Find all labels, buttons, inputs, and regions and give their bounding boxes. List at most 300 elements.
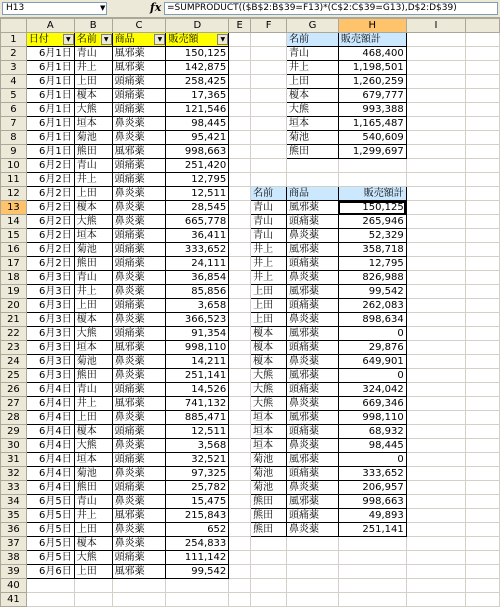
cell-f11[interactable]: [251, 173, 287, 187]
cell-a22[interactable]: 6月3日: [26, 327, 74, 341]
cell-d1[interactable]: 販売額 ▼: [166, 33, 229, 47]
cell-d22[interactable]: 91,354: [166, 327, 229, 341]
cell-g20[interactable]: 頭痛薬: [287, 299, 339, 313]
cell-h18[interactable]: 826,988: [338, 271, 406, 285]
cell-d40[interactable]: [166, 579, 229, 593]
row-header[interactable]: 1: [1, 33, 27, 47]
row-header[interactable]: 37: [1, 537, 27, 551]
cell-g40[interactable]: [287, 579, 339, 593]
cell-d24[interactable]: 14,211: [166, 355, 229, 369]
cell-h34[interactable]: 998,663: [338, 495, 406, 509]
row-header[interactable]: 20: [1, 299, 27, 313]
cell-c32[interactable]: 鼻炎薬: [112, 467, 166, 481]
cell-c37[interactable]: 鼻炎薬: [112, 537, 166, 551]
row-header[interactable]: 39: [1, 565, 27, 579]
cell-f40[interactable]: [251, 579, 287, 593]
cell-b39[interactable]: 上田: [74, 565, 112, 579]
cell-f17[interactable]: 井上: [251, 257, 287, 271]
row-header[interactable]: 17: [1, 257, 27, 271]
cell-h15[interactable]: 52,329: [338, 229, 406, 243]
cell-i36[interactable]: [406, 523, 465, 537]
cell-d18[interactable]: 36,854: [166, 271, 229, 285]
cell-d4[interactable]: 258,425: [166, 75, 229, 89]
cell-c6[interactable]: 頭痛薬: [112, 103, 166, 117]
cell-a35[interactable]: 6月5日: [26, 509, 74, 523]
cell-c28[interactable]: 鼻炎薬: [112, 411, 166, 425]
cell-h11[interactable]: [338, 173, 406, 187]
cell-e22[interactable]: [229, 327, 251, 341]
cell-h13[interactable]: 150,125: [338, 201, 406, 215]
cell-c21[interactable]: 鼻炎薬: [112, 313, 166, 327]
cell-f15[interactable]: 青山: [251, 229, 287, 243]
function-icon[interactable]: fx: [150, 1, 162, 14]
cell-h14[interactable]: 265,946: [338, 215, 406, 229]
row-header[interactable]: 11: [1, 173, 27, 187]
cell-i7[interactable]: [406, 117, 465, 131]
cell-c5[interactable]: 頭痛薬: [112, 89, 166, 103]
cell-e37[interactable]: [229, 537, 251, 551]
cell-h40[interactable]: [338, 579, 406, 593]
cell-i31[interactable]: [406, 453, 465, 467]
cell-g15[interactable]: 鼻炎薬: [287, 229, 339, 243]
cell-g28[interactable]: 風邪薬: [287, 411, 339, 425]
cell-f7[interactable]: [251, 117, 287, 131]
cell-h33[interactable]: 206,957: [338, 481, 406, 495]
row-header[interactable]: 5: [1, 89, 27, 103]
cell-c19[interactable]: 鼻炎薬: [112, 285, 166, 299]
cell-i22[interactable]: [406, 327, 465, 341]
cell-d19[interactable]: 85,856: [166, 285, 229, 299]
cell-b7[interactable]: 垣本: [74, 117, 112, 131]
cell-d41[interactable]: [166, 593, 229, 607]
row-header[interactable]: 24: [1, 355, 27, 369]
column-header-i[interactable]: I: [406, 19, 465, 33]
cell-f32[interactable]: 菊池: [251, 467, 287, 481]
cell-b34[interactable]: 青山: [74, 495, 112, 509]
column-header-e[interactable]: E: [229, 19, 251, 33]
cell-a20[interactable]: 6月3日: [26, 299, 74, 313]
cell-g14[interactable]: 頭痛薬: [287, 215, 339, 229]
cell-h19[interactable]: 99,542: [338, 285, 406, 299]
row-header[interactable]: 7: [1, 117, 27, 131]
cell-h32[interactable]: 333,652: [338, 467, 406, 481]
cell-f13[interactable]: 青山: [251, 201, 287, 215]
row-header[interactable]: 23: [1, 341, 27, 355]
cell-g23[interactable]: 頭痛薬: [287, 341, 339, 355]
cell-f18[interactable]: 井上: [251, 271, 287, 285]
cell-g5[interactable]: 榎本: [287, 89, 339, 103]
cell-d32[interactable]: 97,325: [166, 467, 229, 481]
cell-h26[interactable]: 324,042: [338, 383, 406, 397]
cell-d9[interactable]: 998,663: [166, 145, 229, 159]
cell-c27[interactable]: 風邪薬: [112, 397, 166, 411]
cell-g25[interactable]: 風邪薬: [287, 369, 339, 383]
cell-g7[interactable]: 垣本: [287, 117, 339, 131]
cell-a30[interactable]: 6月4日: [26, 439, 74, 453]
cell-g38[interactable]: [287, 551, 339, 565]
cell-i15[interactable]: [406, 229, 465, 243]
cell-b32[interactable]: 菊池: [74, 467, 112, 481]
cell-a7[interactable]: 6月1日: [26, 117, 74, 131]
cell-g41[interactable]: [287, 593, 339, 607]
cell-a24[interactable]: 6月3日: [26, 355, 74, 369]
cell-h29[interactable]: 68,932: [338, 425, 406, 439]
cell-a40[interactable]: [26, 579, 74, 593]
cell-i11[interactable]: [406, 173, 465, 187]
cell-e24[interactable]: [229, 355, 251, 369]
cell-g26[interactable]: 頭痛薬: [287, 383, 339, 397]
cell-a19[interactable]: 6月3日: [26, 285, 74, 299]
cell-a3[interactable]: 6月1日: [26, 61, 74, 75]
cell-g32[interactable]: 頭痛薬: [287, 467, 339, 481]
cell-c16[interactable]: 頭痛薬: [112, 243, 166, 257]
cell-g30[interactable]: 鼻炎薬: [287, 439, 339, 453]
cell-i26[interactable]: [406, 383, 465, 397]
cell-a17[interactable]: 6月2日: [26, 257, 74, 271]
cell-a1[interactable]: 日付 ▼: [26, 33, 74, 47]
cell-b23[interactable]: 垣本: [74, 341, 112, 355]
cell-i14[interactable]: [406, 215, 465, 229]
cell-h36[interactable]: 251,141: [338, 523, 406, 537]
cell-c20[interactable]: 頭痛薬: [112, 299, 166, 313]
cell-d16[interactable]: 333,652: [166, 243, 229, 257]
cell-i2[interactable]: [406, 47, 465, 61]
cell-c39[interactable]: 風邪薬: [112, 565, 166, 579]
cell-b31[interactable]: 垣本: [74, 453, 112, 467]
cell-i8[interactable]: [406, 131, 465, 145]
cell-c26[interactable]: 頭痛薬: [112, 383, 166, 397]
cell-d6[interactable]: 121,546: [166, 103, 229, 117]
cell-d23[interactable]: 998,110: [166, 341, 229, 355]
cell-h30[interactable]: 98,445: [338, 439, 406, 453]
cell-f14[interactable]: 青山: [251, 215, 287, 229]
cell-d8[interactable]: 95,421: [166, 131, 229, 145]
cell-b36[interactable]: 上田: [74, 523, 112, 537]
cell-d33[interactable]: 25,782: [166, 481, 229, 495]
cell-h6[interactable]: 993,388: [338, 103, 406, 117]
cell-c18[interactable]: 鼻炎薬: [112, 271, 166, 285]
cell-e28[interactable]: [229, 411, 251, 425]
cell-g3[interactable]: 井上: [287, 61, 339, 75]
cell-g19[interactable]: 風邪薬: [287, 285, 339, 299]
cell-c40[interactable]: [112, 579, 166, 593]
cell-f12[interactable]: 名前: [251, 187, 287, 201]
cell-g21[interactable]: 鼻炎薬: [287, 313, 339, 327]
row-header[interactable]: 21: [1, 313, 27, 327]
cell-i12[interactable]: [406, 187, 465, 201]
cell-e4[interactable]: [229, 75, 251, 89]
cell-g33[interactable]: 鼻炎薬: [287, 481, 339, 495]
cell-h20[interactable]: 262,083: [338, 299, 406, 313]
cell-f31[interactable]: 菊池: [251, 453, 287, 467]
column-header-d[interactable]: D: [166, 19, 229, 33]
cell-g36[interactable]: 鼻炎薬: [287, 523, 339, 537]
cell-e6[interactable]: [229, 103, 251, 117]
cell-e41[interactable]: [229, 593, 251, 607]
cell-e20[interactable]: [229, 299, 251, 313]
cell-c1[interactable]: 商品 ▼: [112, 33, 166, 47]
cell-a23[interactable]: 6月3日: [26, 341, 74, 355]
cell-h5[interactable]: 679,777: [338, 89, 406, 103]
row-header[interactable]: 31: [1, 453, 27, 467]
row-header[interactable]: 15: [1, 229, 27, 243]
cell-e9[interactable]: [229, 145, 251, 159]
cell-e30[interactable]: [229, 439, 251, 453]
cell-b18[interactable]: 青山: [74, 271, 112, 285]
cell-c11[interactable]: 頭痛薬: [112, 173, 166, 187]
cell-d34[interactable]: 15,475: [166, 495, 229, 509]
cell-e2[interactable]: [229, 47, 251, 61]
cell-a5[interactable]: 6月1日: [26, 89, 74, 103]
cell-b10[interactable]: 青山: [74, 159, 112, 173]
row-header[interactable]: 2: [1, 47, 27, 61]
cell-a18[interactable]: 6月3日: [26, 271, 74, 285]
cell-e19[interactable]: [229, 285, 251, 299]
cell-e32[interactable]: [229, 467, 251, 481]
cell-f38[interactable]: [251, 551, 287, 565]
cell-d14[interactable]: 665,778: [166, 215, 229, 229]
cell-b35[interactable]: 井上: [74, 509, 112, 523]
cell-c10[interactable]: 頭痛薬: [112, 159, 166, 173]
cell-d11[interactable]: 12,795: [166, 173, 229, 187]
cell-f26[interactable]: 大熊: [251, 383, 287, 397]
cell-b28[interactable]: 上田: [74, 411, 112, 425]
cell-d35[interactable]: 215,843: [166, 509, 229, 523]
cell-g24[interactable]: 鼻炎薬: [287, 355, 339, 369]
cell-b30[interactable]: 大熊: [74, 439, 112, 453]
cell-e25[interactable]: [229, 369, 251, 383]
cell-b5[interactable]: 榎本: [74, 89, 112, 103]
cell-b9[interactable]: 熊田: [74, 145, 112, 159]
cell-c3[interactable]: 風邪薬: [112, 61, 166, 75]
cell-d38[interactable]: 111,142: [166, 551, 229, 565]
cell-i23[interactable]: [406, 341, 465, 355]
cell-d31[interactable]: 32,521: [166, 453, 229, 467]
cell-b33[interactable]: 熊田: [74, 481, 112, 495]
row-header[interactable]: 35: [1, 509, 27, 523]
cell-a21[interactable]: 6月3日: [26, 313, 74, 327]
cell-f33[interactable]: 菊池: [251, 481, 287, 495]
cell-e16[interactable]: [229, 243, 251, 257]
cell-h28[interactable]: 998,110: [338, 411, 406, 425]
cell-d2[interactable]: 150,125: [166, 47, 229, 61]
cell-f9[interactable]: [251, 145, 287, 159]
cell-d25[interactable]: 251,141: [166, 369, 229, 383]
cell-d39[interactable]: 99,542: [166, 565, 229, 579]
cell-c2[interactable]: 風邪薬: [112, 47, 166, 61]
cell-c17[interactable]: 頭痛薬: [112, 257, 166, 271]
cell-g29[interactable]: 頭痛薬: [287, 425, 339, 439]
cell-c9[interactable]: 風邪薬: [112, 145, 166, 159]
cell-i17[interactable]: [406, 257, 465, 271]
cell-b20[interactable]: 上田: [74, 299, 112, 313]
row-header[interactable]: 8: [1, 131, 27, 145]
cell-h22[interactable]: 0: [338, 327, 406, 341]
cell-h27[interactable]: 669,346: [338, 397, 406, 411]
cell-c33[interactable]: 頭痛薬: [112, 481, 166, 495]
cell-h16[interactable]: 358,718: [338, 243, 406, 257]
cell-g22[interactable]: 風邪薬: [287, 327, 339, 341]
cell-d10[interactable]: 251,420: [166, 159, 229, 173]
row-header[interactable]: 38: [1, 551, 27, 565]
column-header-g[interactable]: G: [287, 19, 339, 33]
row-header[interactable]: 9: [1, 145, 27, 159]
cell-b21[interactable]: 榎本: [74, 313, 112, 327]
cell-h4[interactable]: 1,260,259: [338, 75, 406, 89]
cell-a10[interactable]: 6月2日: [26, 159, 74, 173]
cell-b17[interactable]: 熊田: [74, 257, 112, 271]
cell-g13[interactable]: 風邪薬: [287, 201, 339, 215]
cell-h35[interactable]: 49,893: [338, 509, 406, 523]
row-header[interactable]: 4: [1, 75, 27, 89]
row-header[interactable]: 25: [1, 369, 27, 383]
cell-f8[interactable]: [251, 131, 287, 145]
cell-i18[interactable]: [406, 271, 465, 285]
cell-f28[interactable]: 垣本: [251, 411, 287, 425]
cell-b37[interactable]: 榎本: [74, 537, 112, 551]
cell-h10[interactable]: [338, 159, 406, 173]
cell-h1[interactable]: 販売額計: [338, 33, 406, 47]
cell-c14[interactable]: 鼻炎薬: [112, 215, 166, 229]
cell-b4[interactable]: 上田: [74, 75, 112, 89]
cell-g37[interactable]: [287, 537, 339, 551]
cell-i27[interactable]: [406, 397, 465, 411]
cell-a32[interactable]: 6月4日: [26, 467, 74, 481]
cell-b12[interactable]: 上田: [74, 187, 112, 201]
row-header[interactable]: 27: [1, 397, 27, 411]
name-box[interactable]: H13: [2, 2, 107, 15]
cell-i20[interactable]: [406, 299, 465, 313]
cell-a31[interactable]: 6月4日: [26, 453, 74, 467]
cell-f23[interactable]: 榎本: [251, 341, 287, 355]
column-header-f[interactable]: F: [251, 19, 287, 33]
cell-c7[interactable]: 鼻炎薬: [112, 117, 166, 131]
cell-e11[interactable]: [229, 173, 251, 187]
cell-e34[interactable]: [229, 495, 251, 509]
cell-a4[interactable]: 6月1日: [26, 75, 74, 89]
cell-e40[interactable]: [229, 579, 251, 593]
row-header[interactable]: 14: [1, 215, 27, 229]
row-header[interactable]: 30: [1, 439, 27, 453]
cell-a13[interactable]: 6月2日: [26, 201, 74, 215]
cell-e21[interactable]: [229, 313, 251, 327]
cell-b41[interactable]: [74, 593, 112, 607]
cell-c31[interactable]: 頭痛薬: [112, 453, 166, 467]
cell-f5[interactable]: [251, 89, 287, 103]
cell-h8[interactable]: 540,609: [338, 131, 406, 145]
cell-c13[interactable]: 鼻炎薬: [112, 201, 166, 215]
cell-i10[interactable]: [406, 159, 465, 173]
cell-i28[interactable]: [406, 411, 465, 425]
row-header[interactable]: 40: [1, 579, 27, 593]
cell-b1[interactable]: 名前 ▼: [74, 33, 112, 47]
cell-h31[interactable]: 0: [338, 453, 406, 467]
cell-c29[interactable]: 頭痛薬: [112, 425, 166, 439]
cell-a34[interactable]: 6月5日: [26, 495, 74, 509]
cell-f10[interactable]: [251, 159, 287, 173]
cell-c36[interactable]: 鼻炎薬: [112, 523, 166, 537]
cell-d3[interactable]: 142,875: [166, 61, 229, 75]
cell-e14[interactable]: [229, 215, 251, 229]
cell-g6[interactable]: 大熊: [287, 103, 339, 117]
cell-d17[interactable]: 24,111: [166, 257, 229, 271]
cell-g10[interactable]: [287, 159, 339, 173]
cell-f22[interactable]: 榎本: [251, 327, 287, 341]
cell-b24[interactable]: 菊池: [74, 355, 112, 369]
cell-b27[interactable]: 井上: [74, 397, 112, 411]
cell-e12[interactable]: [229, 187, 251, 201]
cell-i32[interactable]: [406, 467, 465, 481]
cell-d20[interactable]: 3,658: [166, 299, 229, 313]
row-header[interactable]: 41: [1, 593, 27, 607]
cell-h17[interactable]: 12,795: [338, 257, 406, 271]
cell-e8[interactable]: [229, 131, 251, 145]
row-header[interactable]: 16: [1, 243, 27, 257]
cell-a38[interactable]: 6月5日: [26, 551, 74, 565]
cell-c30[interactable]: 鼻炎薬: [112, 439, 166, 453]
cell-f39[interactable]: [251, 565, 287, 579]
cell-e7[interactable]: [229, 117, 251, 131]
cell-i38[interactable]: [406, 551, 465, 565]
cell-e18[interactable]: [229, 271, 251, 285]
filter-dropdown-icon[interactable]: ▼: [63, 34, 74, 45]
cell-c25[interactable]: 鼻炎薬: [112, 369, 166, 383]
cell-b26[interactable]: 青山: [74, 383, 112, 397]
cell-b8[interactable]: 菊池: [74, 131, 112, 145]
cell-c35[interactable]: 風邪薬: [112, 509, 166, 523]
cell-g16[interactable]: 風邪薬: [287, 243, 339, 257]
row-header[interactable]: 10: [1, 159, 27, 173]
cell-d37[interactable]: 254,833: [166, 537, 229, 551]
column-header-c[interactable]: C: [112, 19, 166, 33]
row-header[interactable]: 18: [1, 271, 27, 285]
cell-g4[interactable]: 上田: [287, 75, 339, 89]
formula-input[interactable]: =SUMPRODUCT(($B$2:B$39=F13)*(C$2:C$39=G13),D$2:D$39): [164, 2, 498, 15]
cell-d13[interactable]: 28,545: [166, 201, 229, 215]
cell-g31[interactable]: 風邪薬: [287, 453, 339, 467]
cell-g17[interactable]: 頭痛薬: [287, 257, 339, 271]
cell-f41[interactable]: [251, 593, 287, 607]
cell-d29[interactable]: 12,511: [166, 425, 229, 439]
cell-a41[interactable]: [26, 593, 74, 607]
cell-a9[interactable]: 6月1日: [26, 145, 74, 159]
row-header[interactable]: 32: [1, 467, 27, 481]
cell-c38[interactable]: 頭痛薬: [112, 551, 166, 565]
cell-g35[interactable]: 頭痛薬: [287, 509, 339, 523]
cell-i13[interactable]: [406, 201, 465, 215]
cell-f1[interactable]: [251, 33, 287, 47]
cell-a14[interactable]: 6月2日: [26, 215, 74, 229]
cell-b3[interactable]: 井上: [74, 61, 112, 75]
row-header[interactable]: 36: [1, 523, 27, 537]
cell-h2[interactable]: 468,400: [338, 47, 406, 61]
row-header[interactable]: 6: [1, 103, 27, 117]
cell-f36[interactable]: 熊田: [251, 523, 287, 537]
cell-a6[interactable]: 6月1日: [26, 103, 74, 117]
cell-b16[interactable]: 菊池: [74, 243, 112, 257]
cell-i30[interactable]: [406, 439, 465, 453]
cell-e1[interactable]: [229, 33, 251, 47]
column-header-b[interactable]: B: [74, 19, 112, 33]
cell-a36[interactable]: 6月5日: [26, 523, 74, 537]
cell-e13[interactable]: [229, 201, 251, 215]
cell-d12[interactable]: 12,511: [166, 187, 229, 201]
cell-a12[interactable]: 6月2日: [26, 187, 74, 201]
cell-i9[interactable]: [406, 145, 465, 159]
cell-i29[interactable]: [406, 425, 465, 439]
column-header-h[interactable]: H: [338, 19, 406, 33]
cell-d30[interactable]: 3,568: [166, 439, 229, 453]
